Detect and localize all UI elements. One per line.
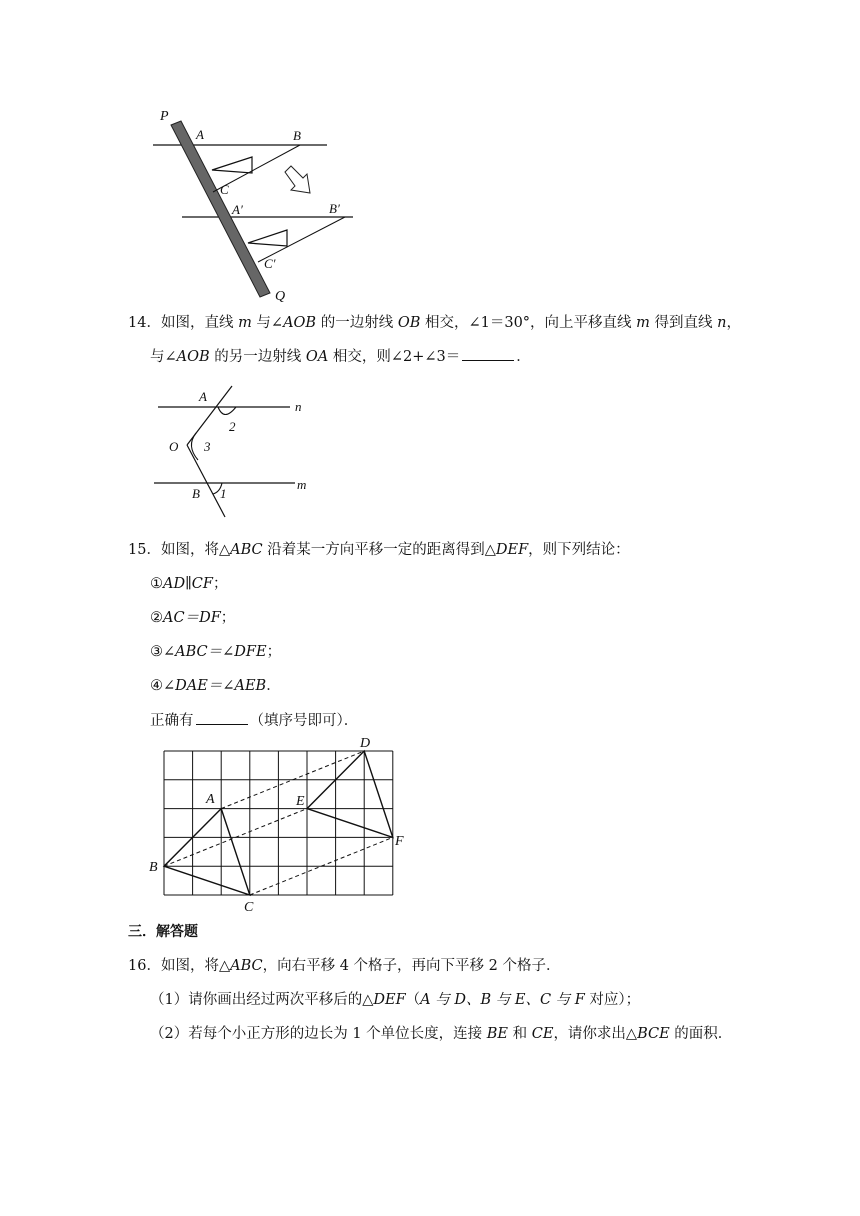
q14-line2: 与∠AOB 的另一边射线 OA 相交，则∠2+∠3＝ ． — [150, 346, 531, 367]
fig15-label-D: D — [360, 736, 371, 751]
q15-number: 15． — [128, 542, 161, 558]
fig14-label-O: O — [169, 439, 179, 454]
fig14-label-1: 1 — [220, 486, 227, 501]
label-Q: Q — [275, 289, 286, 304]
fig14-label-m: m — [297, 477, 307, 492]
fig14-label-2: 2 — [229, 419, 236, 434]
fig15-label-A: A — [206, 792, 215, 807]
fig15-label-C: C — [244, 900, 254, 915]
q15-item-1: ①AD∥CF； — [150, 576, 228, 592]
fig15-label-F: F — [395, 834, 404, 849]
fig15-label-E: E — [296, 794, 305, 809]
fig14-label-3: 3 — [204, 439, 211, 454]
q15-intro: 15．如图，将△ABC 沿着某一方向平移一定的距离得到△DEF，则下列结论： — [128, 542, 630, 558]
q15-answer-blank — [196, 710, 248, 725]
label-P: P — [160, 109, 169, 124]
label-B-prime: B′ — [329, 201, 340, 216]
q15-item-4: ④∠DAE＝∠AEB． — [150, 678, 281, 694]
grid-translation-figure — [140, 730, 420, 915]
q14-number: 14． — [128, 315, 161, 331]
section-heading: 三．解答题 — [128, 924, 198, 940]
fig14-label-n: n — [295, 399, 302, 414]
fig15-label-B: B — [149, 860, 158, 875]
fig14-label-B: B — [192, 486, 200, 501]
label-C-prime: C′ — [264, 256, 276, 271]
q16-intro: 16．如图，将△ABC，向右平移 4 个格子，再向下平移 2 个格子． — [128, 958, 561, 974]
q16-part-2: （2）若每个小正方形的边长为 1 个单位长度，连接 BE 和 CE，请你求出△BCE 的面积． — [150, 1026, 733, 1042]
fig14-label-A: A — [199, 389, 207, 404]
label-A: A — [196, 127, 204, 142]
label-C: C — [220, 182, 229, 197]
angle-parallel-lines-figure — [150, 380, 330, 522]
q15-item-2: ②AC＝DF； — [150, 610, 236, 626]
q14-line1: 14．如图，直线 m 与∠AOB 的一边射线 OB 相交，∠1＝30°，向上平移直线 m 得到直线 n， — [128, 315, 741, 331]
q16-part-1: （1）请你画出经过两次平移后的△DEF（A 与 D、B 与 E、C 与 F 对应）； — [150, 992, 641, 1008]
q15-item-3: ③∠ABC＝∠DFE； — [150, 644, 282, 660]
q16-number: 16． — [128, 958, 161, 974]
label-B: B — [293, 128, 301, 143]
q14-answer-blank — [462, 346, 514, 361]
q15-answer-line: 正确有 （填序号即可）． — [150, 710, 358, 731]
label-A-prime: A′ — [232, 202, 243, 217]
ruler-translation-figure — [140, 100, 370, 305]
